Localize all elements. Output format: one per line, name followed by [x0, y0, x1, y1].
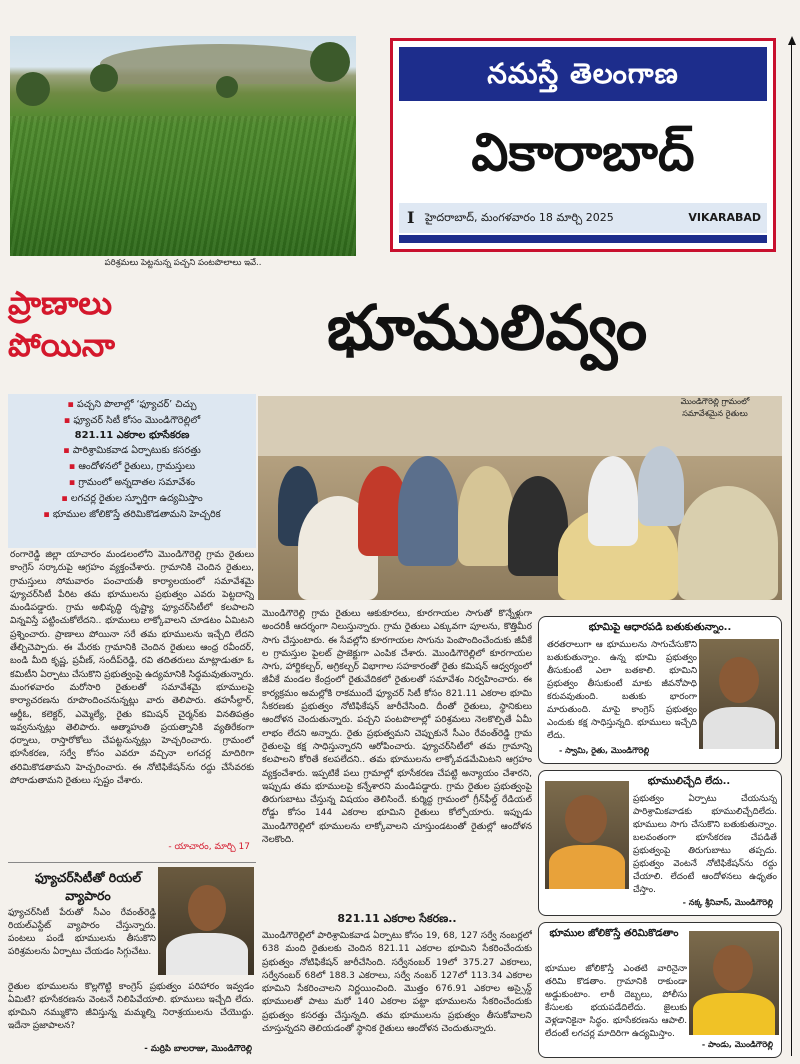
main-story-text: మొండిగౌరెల్లి గ్రామ రైతులు ఆకుకూరలు, కూరగాయల సాగుతో కొన్నేళ్లుగా అందరికీ ఆదర్శంగా నిలుస్తున్నారు. గ్రామ రైతులు ఎక్కువగా పూలను, కొత్తిమీర సాగు చేస్తుంటారు. ఈ సేవల్లోని కూరగాయల సాగును పెంపొందించేందుకు జీవీకే ల గ్రామస్తుల పైలట్ ప్రాజెక్టుగా ఎంపిక చేశారు. మొండిగౌరెల్లిలో కూరగాయల సాగు, హార్టికల్చర్, అగ్రికల్చర్ విభాగాల సహకారంతో రైతు కమిషన్ ఆధ్వర్యంలో జీవీకే మండల కేంద్రంలో రైతువేదికలో రైతులతో సమావేశం నిర్వహించారు. ఈ కార్యక్రమం అమల్లోకి రాకముందే ఫ్యూచర్ సిటీ కోసం 821.11 ఎకరాల భూమి సేకరణకు ప్రభుత్వం నోటిఫికేషన్ జారీచేసింది. దీంతో రైతులు, స్థానికులు ఆందోళన చెందుతున్నారు. పచ్చని పంటపొలాల్లో పరిశ్రమలు నెలకొల్పితే ఏమీ లాభం లేదని అన్నారు. రైతు ప్రభుత్వమని చెప్పుకునే సీఎం రేవంత్‌రెడ్డి గ్రామ రైతులపై కక్ష సాధిస్తున్నారని ఆరోపించారు. ఫ్యూచర్‌సిటీలో తమ గ్రామాన్ని కలపాలని కోరితే కలపలేదని.. తమ భూములను లాక్కోవడమేమిటని ఆగ్రహం వ్యక్తంచేశారు. ఇప్పటికే పలు గ్రామాల్లో భూసేకరణ చేపట్టి అన్యాయం చేశారని, ఇప్పుడు తమ భూములపై కన్నేశారని మండిపడ్డారు. గ్రామ రైతుల ప్రభుత్వంపై తిరుగుబాటు చేస్తున్న విషయం తెలిసిందే. కుర్మిద్ద గ్రామంలో గ్రీన్‌ఫీల్డ్ రేడియల్ రోడ్డు కోసం 144 ఎకరాల భూమిని రైతులు కోల్పోయారు. ఇప్పుడు మొండిగౌరెల్లిలో భూములను లాక్కోవాలని చూస్తుండటంతో రైతుల్లో ఆందోళన నెలకొంది.: [262, 609, 532, 846]
highlight-item: ▪ గ్రామంలో అన్నదాతల సమావేశం: [14, 475, 250, 491]
group-photo-caption: మొండిగౌరెల్లి గ్రామంలో సమావేశమైన రైతులు: [680, 397, 750, 418]
paper-name: నమస్తే తెలంగాణ: [399, 47, 767, 101]
quote-text: తరతరాలుగా ఆ భూములను సాగుచేసుకొని బతుకుతున్నాం. ఉన్న భూమి ప్రభుత్వం తీసుకుంటే ఎలా బతకాలి. భూమిని ప్రభుత్వం తీసుకుంటే మాకు జీవనోపాధి కరువవుతుంది. బతుకు భారంగా మారుతుంది. మాపై కాంగ్రెస్ ప్రభుత్వం ఎందుకు కక్ష సాధిస్తున్నది. భూములు ఇచ్చేది లేదు.: [547, 640, 697, 741]
portrait-photo: [545, 781, 629, 889]
highlight-item: ▪ పచ్చని పొలాల్లో ‘ఫ్యూచర్’ చిచ్చు: [14, 397, 250, 413]
highlight-item: ▪ లగచర్ల రైతుల స్ఫూర్తిగా ఉద్యమిస్తాం: [14, 491, 250, 507]
highlight-item: 821.11 ఎకరాల భూసేకరణ: [74, 430, 190, 441]
quote-box: [538, 922, 782, 1058]
highlight-item: ▪ ఫ్యూచర్ సిటీ కోసం మొండిగౌరెల్లిలో: [14, 413, 250, 429]
page-edge-arrow: [788, 36, 796, 1056]
lead-story-text: రంగారెడ్డి జిల్లా యాచారం మండలంలోని మొండిగౌరెల్లి గ్రామ రైతులు కాంగ్రెస్ సర్కారుపై ఆగ్రహం వ్యక్తంచేశారు. గ్రామానికి చెందిన రైతులు, గ్రామస్తులు సోమవారం పంచాయతీ కార్యాలయంలో సమావేశమై ఫ్యూచర్‌సిటీ పేరిట తమ భూములను ప్రభుత్వం ఎవరు పెట్టదాన్ని మండిపడ్డారు. గ్రామ అభివృద్ధి దృష్ట్యా ఫ్యూచర్‌సిటీలో కలపాలని విన్నవిస్తే పట్టించుకోలేదని.. భూములు లాక్కోవాలని చూడటం ఏమిటని ప్రశ్నించారు. ప్రాణాలు పోయినా సరే తమ భూములను ఇచ్చేది లేదని తేల్చిచెప్పారు. ఈ మేరకు గ్రామానికి చెందిన రైతులు ఆంధ్ర రవీందర్, బండి మీది కృష్ణ, ప్రవీణ్, సందీప్‌రెడ్డి, రవి తదితరులు మాట్లాడుతూ ఓ కమిటీని ఏర్పాటు చేసుకొని ప్రభుత్వంపై ఉద్యమానికి సిద్ధమవుతున్నారు. మంగళవారం మరోసారి రైతులతో సమావేశమై భూములపై కార్యాచరణను రూపొందించనున్నట్లు వారు తెలిపారు. తహసీల్దార్, ఆర్డీఓ, కలెక్టర్, ఎమ్మెల్యే, రైతు కమిషన్ చైర్మన్‌కు వినతిపత్రం ఇవ్వనున్నట్లు తెలిపారు. ఆత్మాహుతి ప్రయత్నానికి వ్యతిరేకంగా ధర్నాలు, రాస్తారోకోలు చేపట్టనున్నట్లు హెచ్చరించారు. గ్రామంలో భూసేకరణ, సర్వే కోసం ఎవరూ వచ్చినా లగచర్ల మాదిరిగా తరిమికొడతామని హెచ్చరించారు. ఈ నోటిఫికేషన్‌ను రద్దు చేసేవరకు పోరాడుతామని రైతులు స్పష్టం చేశారు.: [10, 550, 254, 787]
quote-box: [538, 616, 782, 764]
quote-title: భూమిపై ఆధారపడి బతుకుతున్నాం..: [588, 622, 732, 633]
date-line: [399, 203, 767, 233]
quote-title: భూములిచ్చేది లేదు..: [647, 776, 731, 787]
highlights-box: [8, 394, 256, 548]
kicker-line-1: ప్రాణాలు: [8, 284, 113, 322]
kicker: [8, 282, 188, 366]
portrait-photo: [158, 867, 254, 975]
quote-credit: - స్వామి, రైతు, మొండిగౌరెల్లి: [559, 746, 650, 755]
future-city-title: ఫ్యూచర్‌సిటీతో రియల్ వ్యాపారం: [34, 870, 142, 903]
quote-title: భూముల జోలికొస్తే తరిమికొడతాం: [549, 928, 679, 939]
subheading: 821.11 ఎకరాల సేకరణ..: [337, 912, 457, 925]
highlight-item: ▪ పారిశ్రామికవాడ ఏర్పాటుకు కసరత్తు: [14, 443, 250, 459]
photo-caption: పరిశ్రమలు పెట్టనున్న పచ్చని పంటపొలాలు ఇవే..: [104, 258, 262, 268]
district-english: VIKARABAD: [688, 211, 761, 224]
dateline: - యాచారం, మార్చి 17: [168, 842, 250, 852]
paddy-field-photo: [10, 36, 356, 256]
masthead: [390, 38, 776, 252]
farmers-meeting-photo: [258, 396, 782, 600]
main-story-text-cont: మొండిగౌరెల్లిలో పారిశ్రామికవాడ ఏర్పాటు కోసం 19, 68, 127 సర్వే నంబర్లలో 638 మంది రైతులకు చెందిన 821.11 ఎకరాల భూమిని సేకరించేందుకు ప్రభుత్వం నోటిఫికేషన్ జారీచేసింది. సర్వేనంబర్ 19లో 375.27 ఎకరాలు, సర్వేనంబర్ 68లో 188.3 ఎకరాలు, సర్వే నంబర్ 127లో 113.34 ఎకరాల భూమిని సేకరించాలని నిర్ణయించింది. మొత్తం 676.91 ఎకరాల అస్సైన్డ్ భూములతో పాటు మరో 140 ఎకరాల పట్టా భూములను సేకరించేందుకు ప్రభుత్వం కసరత్తు చేస్తున్నది. తమ భూములను ప్రభుత్వం తీసుకోవాలని చూస్తున్నదని తెలియడంతో స్థానిక రైతులు ఆందోళన చెందుతున్నారు.: [262, 931, 532, 1035]
district-name: వికారాబాద్: [471, 123, 695, 183]
issue-mark: I: [407, 208, 415, 227]
highlight-item: ▪ భూముల జోలికొస్తే తరిమికొడతామని హెచ్చరిక: [14, 507, 250, 523]
kicker-line-2: పోయినా: [8, 326, 115, 364]
portrait-photo: [699, 639, 779, 749]
headline: భూములివ్వం: [326, 291, 648, 364]
quote-text: భూముల జోలికొస్తే ఎంతటి వారినైనా తరిమి కొడతాం. గ్రామానికి రాకుండా అడ్డుకుంటాం. లాఠీ దెబ్బలు, పోలీసు కేసులకు భయపడేదిలేదు. జైలుకు వెళ్లడానికైనా సిద్ధం. భూసేకరణను ఆపాలి. లేదంటే లగచర్ల మాదిరిగా ఉద్యమిస్తాం.: [545, 964, 687, 1039]
future-city-text-cont: రైతుల భూములను కొల్లగొట్టి కాంగ్రెస్ ప్రభుత్వం పరిహారం ఇవ్వడం ఏమిటి? భూసేకరణను వెంటనే నిలిపివేయాలి. భూములు ఇచ్చేది లేదు. భూమిని నమ్ముకొని జీవిస్తున్న మమ్మల్ని నిరాశ్రయులను చేయొద్దు. ఇదేనా ప్రజాపాలన?: [8, 982, 254, 1031]
future-city-text: ఫ్యూచర్‌సిటీ పేరుతో సీఎం రేవంత్‌రెడ్డి రియల్‌ఎస్టేట్ వ్యాపారం చేస్తున్నారు. పంటలు పండే భూములను తీసుకొని పరిశ్రమలను ఏర్పాటు చేయడం సిగ్గుచేటు.: [8, 908, 156, 957]
quote-credit: - పాండు, మొండిగౌరెల్లి: [701, 1040, 773, 1049]
masthead-bar: [399, 235, 767, 243]
quote-box: [538, 770, 782, 916]
portrait-photo: [689, 931, 779, 1035]
future-city-box: [8, 862, 256, 1060]
quote-credit: - నక్క శ్రీనివాస్, మొండిగౌరెల్లి: [682, 898, 773, 907]
highlight-item: ▪ ఆందోళనలో రైతులు, గ్రామస్తులు: [14, 459, 250, 475]
quote-text: ప్రభుత్వం ఏర్పాటు చేయనున్న పారిశ్రామికవాడకు భూములిచ్చేదిలేదు. భూములు సాగు చేసుకొని బతుకుతున్నాం. బలవంతంగా భూసేకరణ చేపడితే ప్రభుత్వంపై తిరుగుబాటు తప్పదు. ప్రభుత్వం వెంటనే నోటిఫికేషన్‌ను రద్దు చేయాలి. లేదంటే ఆందోళనలు ఉధృతం చేస్తాం.: [633, 794, 777, 895]
publication-date: హైదరాబాద్, మంగళవారం 18 మార్చి 2025: [425, 211, 614, 224]
quote-credit: - మర్రిపి బాలరాజు, మొండిగౌరెల్లి: [144, 1044, 252, 1054]
